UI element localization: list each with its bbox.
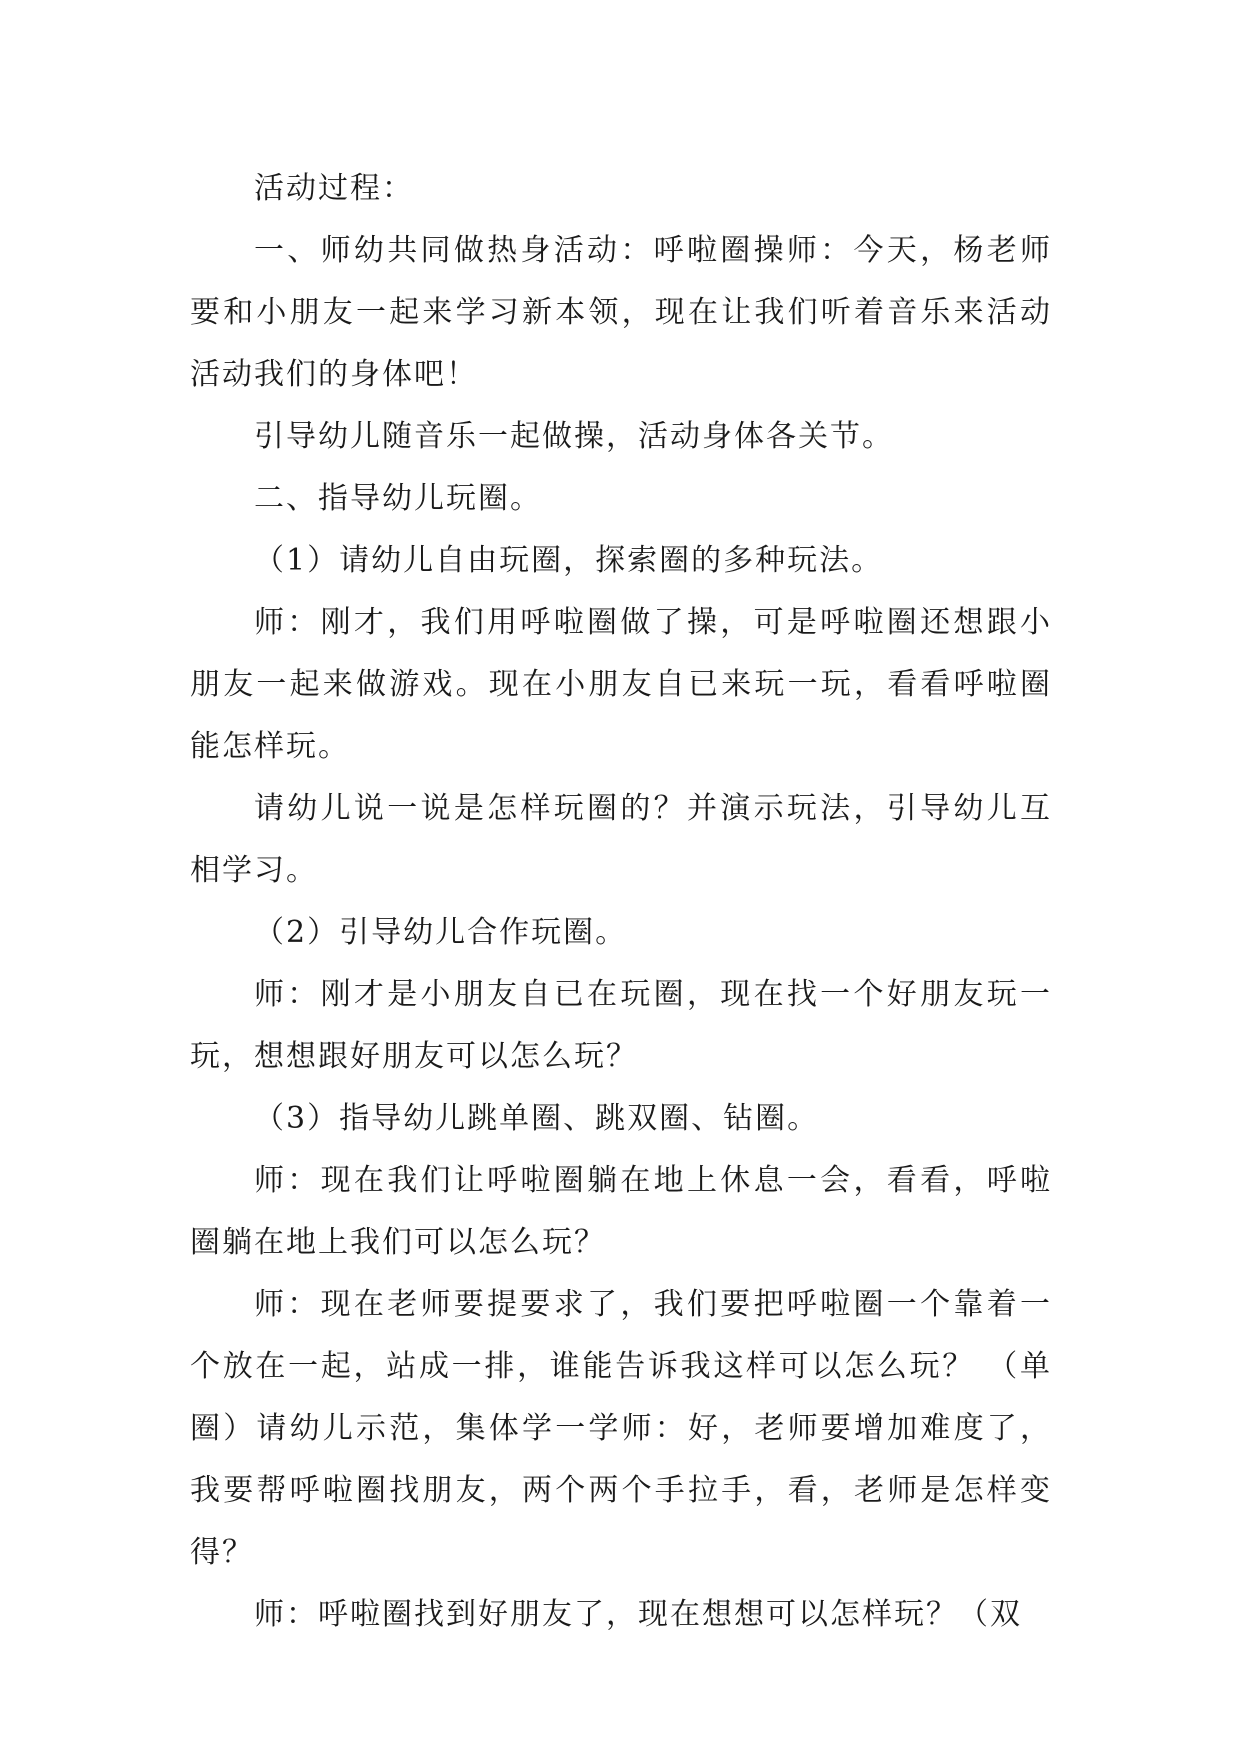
paragraph-children-demo: 请幼儿说一说是怎样玩圈的？并演示玩法，引导幼儿互相学习。 — [190, 791, 1052, 888]
subheading-jump-drill: （3）指导幼儿跳单圈、跳双圈、钻圈。 — [254, 1101, 820, 1136]
document-page — [190, 158, 1052, 1646]
subheading-free-play: （1）请幼儿自由玩圈，探索圈的多种玩法。 — [254, 543, 884, 578]
section-heading-play-hoop: 二、指导幼儿玩圈。 — [254, 481, 542, 516]
paragraph-teacher-free-play: 师：刚才，我们用呼啦圈做了操，可是呼啦圈还想跟小朋友一起来做游戏。现在小朋友自已来玩一玩，看看呼啦圈能怎样玩。 — [190, 605, 1052, 764]
paragraph-warmup: 一、师幼共同做热身活动：呼啦圈操师：今天，杨老师要和小朋友一起来学习新本领，现在让我们听着音乐来活动活动我们的身体吧！ — [190, 233, 1052, 392]
paragraph-teacher-double-hoop: 师：呼啦圈找到好朋友了，现在想想可以怎样玩？（双 — [254, 1597, 1022, 1632]
paragraph-guide-exercise: 引导幼儿随音乐一起做操，活动身体各关节。 — [254, 419, 894, 454]
section-heading-activity-process: 活动过程： — [254, 171, 414, 206]
paragraph-teacher-hoop-rest: 师：现在我们让呼啦圈躺在地上休息一会，看看，呼啦圈躺在地上我们可以怎么玩？ — [190, 1163, 1052, 1260]
paragraph-teacher-partner: 师：刚才是小朋友自已在玩圈，现在找一个好朋友玩一玩，想想跟好朋友可以怎么玩？ — [190, 977, 1052, 1074]
paragraph-teacher-single-hoop: 师：现在老师要提要求了，我们要把呼啦圈一个靠着一个放在一起，站成一排，谁能告诉我这样可以怎么玩？ （单圈）请幼儿示范，集体学一学师：好，老师要增加难度了，我要帮呼啦圈找朋友，两个两个手拉手，看，老师是怎样变得？ — [190, 1287, 1052, 1570]
subheading-cooperative-play: （2）引导幼儿合作玩圈。 — [254, 915, 628, 950]
